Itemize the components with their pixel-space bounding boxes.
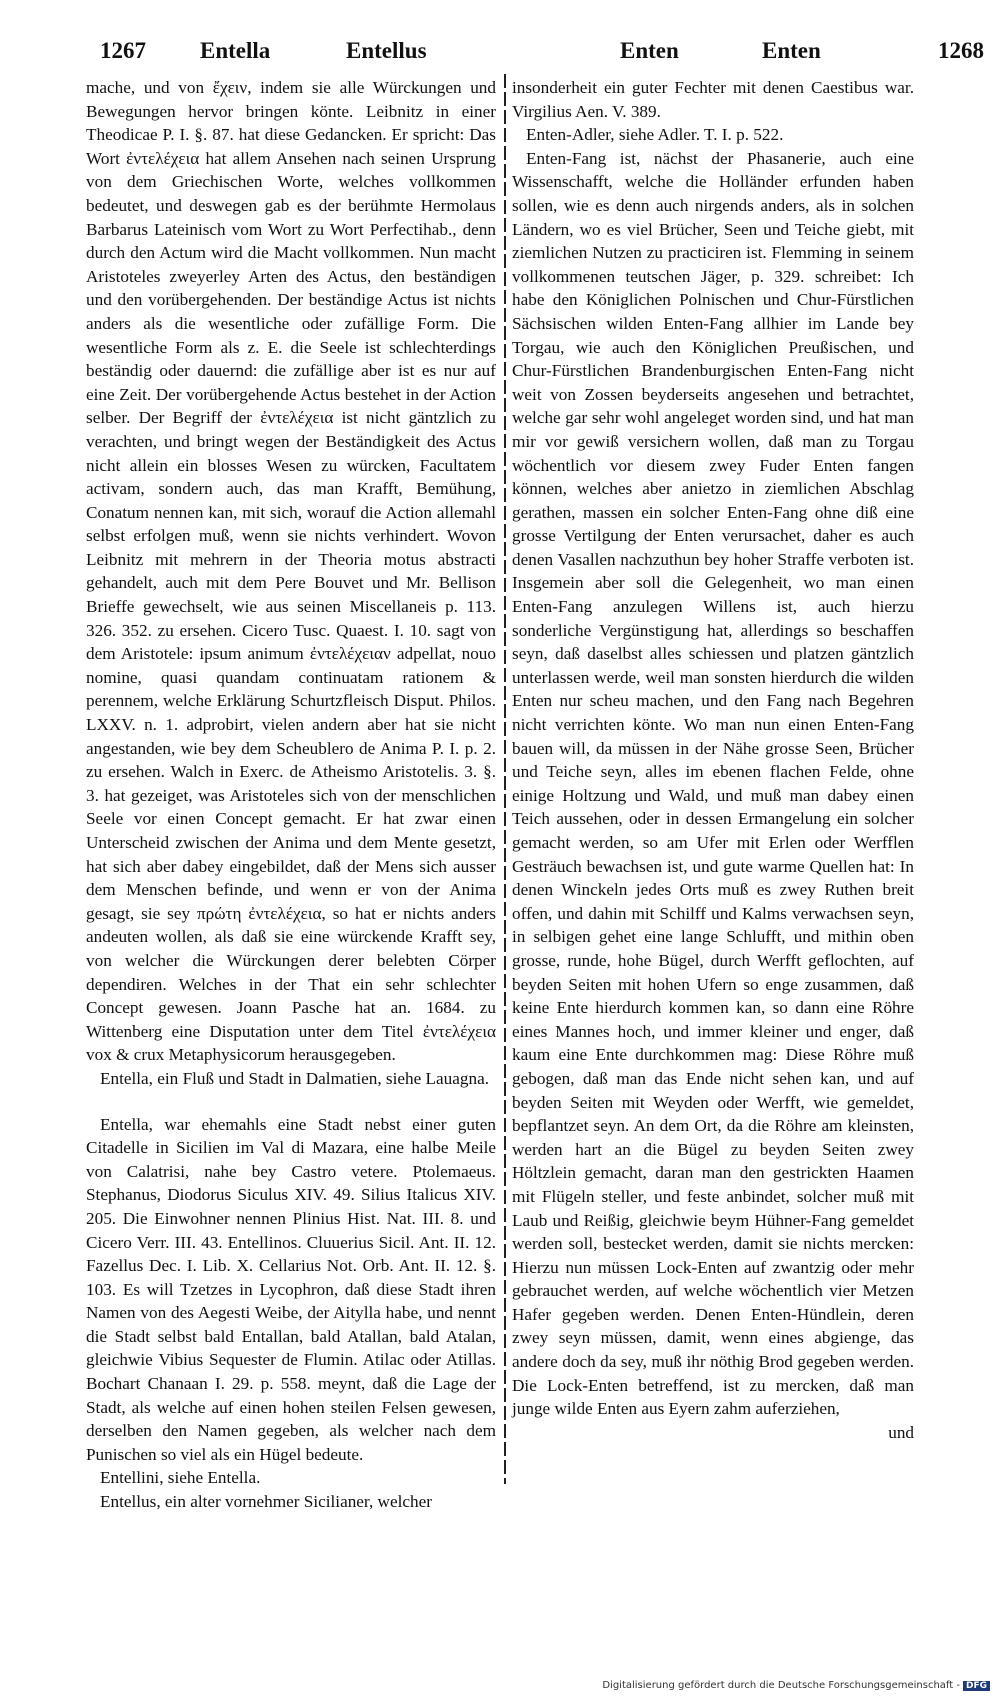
page-number-right: 1268 bbox=[938, 38, 984, 63]
entry-entellus: Entellus, ein alter vornehmer Sicilianer, welcher bbox=[100, 1492, 432, 1512]
digitization-footer bbox=[602, 1680, 990, 1691]
left-column bbox=[86, 76, 496, 1514]
catchword: und bbox=[888, 1422, 914, 1442]
guide-word-left-1: Entella bbox=[200, 38, 271, 63]
guide-word-left-2: Entellus bbox=[346, 38, 427, 63]
entry-entella-city: Entella, war ehemahls eine Stadt nebst einer guten Citadelle in Sicilien im Val di Mazara, eine halbe Meile von Calatrisi, nahe bey Castro vetere. Ptolemaeus. Stephanus, Diodorus Siculus XIV. 49. Silius Italicus XIV. 205. Die Einwohner nennen Plinius Hist. Nat. III. 8. und Cicero Verr. III. 43. Entellinos. Cluuerius Sicil. Ant. II. 12. Fazellus Dec. I. Lib. X. Cellarius Not. Orb. Ant. II. 12. §. 103. Es will Tzetzes in Lycophron, daß diese Stadt ihren Namen von des Aegesti Weibe, der Aitylla habe, und nennt die Stadt selbst bald Entallan, bald Atallan, bald Atalan, gleichwie Vibius Sequester de Flumin. Atilac oder Atillas. Bochart Chanaan I. 29. p. 558. meynt, daß die Lage der Stadt, als welche auf einen hohen steilen Felsen gewesen, derselben den Namen gegeben, als welcher nach dem Punischen so viel als ein Hügel bedeute. bbox=[86, 1114, 496, 1464]
entry-entella-river: Entella, ein Fluß und Stadt in Dalmatien, siehe Lauagna. bbox=[100, 1068, 490, 1088]
page-number-left: 1267 bbox=[100, 38, 146, 63]
entry-entellus-continued: insonderheit ein guter Fechter mit denen Caestibus war. Virgilius Aen. V. 389. bbox=[512, 78, 914, 121]
running-header bbox=[100, 38, 984, 74]
guide-word-right-2: Enten bbox=[762, 38, 821, 63]
entry-entelechia-continued: mache, und von ἔχειν, indem sie alle Würckungen und Bewegungen hervor bringen könte. Leibnitz in einer Theodicae P. I. §. 87. hat diese Gedancken. Er spricht: Das Wort ἐντελέχεια hat allem Ansehen nach seinen Ursprung von dem Griechischen Worte, welches vollkommen bedeutet, und deswegen gab es der berühmte Hermolaus Barbarus Lateinisch vom Wort zu Wort Perfectihab., denn durch den Actum wird die Macht vollkommen. Nun macht Aristoteles zweyerley Arten des Actus, den beständigen und den vorübergehenden. Der beständige Actus ist nichts anders als die wesentliche oder zufällige Form. Die wesentliche Form als z. E. die Seele ist schlechterdings beständig oder dauernd: die zufällige aber ist es nur auf eine Zeit. Der vorübergehende Actus bestehet in der Action selber. Der Begriff der ἐντελέχεια ist nicht gäntzlich zu verachten, und bringt wegen der Beständigkeit des Actus nicht allein ein blosses Wesen zu würcken, Facultatem activam, sondern auch, das man Krafft, Bemühung, Conatum nennen kan, mit sich, worauf die Action allemahl selbst erfolgen muß, wenn sie nichts verhindert. Wovon Leibnitz mit mehrern in der Theoria motus abstracti gehandelt, auch mit dem Pere Bouvet und Mr. Bellison Brieffe gewechselt, wie aus seinen Miscellaneis p. 113. 326. 352. zu ersehen. Cicero Tusc. Quaest. I. 10. sagt von dem Aristotele: ipsum animum ἐντελέχειαν adpellat, nouo nomine, quasi quandam continuatam rationem & perennem, welche Erklärung Schurtzfleisch Disput. Philos. LXXV. n. 1. adprobirt, vielen andern aber hat sie nicht angestanden, wie bey dem Scheublero de Anima P. I. p. 2. zu ersehen. Walch in Exerc. de Atheismo Aristotelis. 3. §. 3. hat gezeiget, was Aristoteles sich von der menschlichen Seele vor einen Concept gemacht. Er hat zwar einen Unterscheid zwischen der Anima und dem Mente gesetzt, hat sich aber dabey eingebildet, daß der Mens sich ausser dem Menschen befinde, und wenn er von der Anima gesagt, sie sey πρώτη ἐντελέχεια, so hat er nichts anders andeuten wollen, als daß sie eine würckende Krafft sey, von welcher die Würckungen derer belebten Cörper dependiren. Welches in der That ein sehr schlechter Concept gewesen. Joann Pasche hat an. 1684. zu Wittenberg eine Disputation unter dem Titel ἐντελέχεια vox & crux Metaphysicorum herausgegeben. bbox=[86, 78, 496, 1065]
entry-enten-adler: Enten-Adler, siehe Adler. T. I. p. 522. bbox=[526, 125, 784, 145]
footer-text: Digitalisierung gefördert durch die Deutsche Forschungsgemeinschaft - bbox=[602, 1680, 960, 1691]
guide-word-right-1: Enten bbox=[620, 38, 679, 63]
right-column bbox=[512, 76, 914, 1444]
dfg-logo: DFG bbox=[963, 1681, 990, 1691]
column-divider bbox=[504, 74, 506, 1484]
entry-entellini: Entellini, siehe Entella. bbox=[100, 1468, 261, 1488]
entry-enten-fang: Enten-Fang ist, nächst der Phasanerie, auch eine Wissenschafft, welche die Holländer erfunden haben sollen, wie es denn auch nirgends anders, als in solchen Ländern, wo es viel Brücher, Seen und Teiche giebt, mit ziemlichen Nutzen zu practiciren ist. Flemming in seinem vollkommenen teutschen Jäger, p. 329. schreibet: Ich habe den Königlichen Polnischen und Chur-Fürstlichen Sächsischen wilden Enten-Fang allhier im Lande bey Torgau, wie auch den Königlichen Preußischen, und Chur-Fürstlichen Brandenburgischen Enten-Fang nicht weit von Zossen beyderseits angesehen und betrachtet, welche gar sehr wohl angeleget worden sind, und hat man mir vor gewiß versichern wollen, daß man zu Torgau wöchentlich vor diesem zwey Fuder Enten fangen können, welches aber anietzo in ziemlichen Abschlag gerathen, massen ein solcher Enten-Fang ohne diß eine grosse Vertilgung der Enten verursachet, daher es auch denen Vasallen nachzuthun bey hoher Straffe verboten ist. Insgemein aber soll die Gelegenheit, wo man einen Enten-Fang anzulegen Willens ist, auch hierzu sonderliche Vergünstigung hat, allerdings so beschaffen seyn, daß daselbst alles schiessen und platzen gäntzlich unterlassen werde, weil man sonsten hierdurch die wilden Enten nur scheu machen, und den Fang nach Begehren nicht verrichten könte. Wo man nun einen Enten-Fang bauen will, da müssen in der Nähe grosse Seen, Brücher und Teiche seyn, alles im ebenen flachen Felde, ohne einige Holtzung und Wald, und muß man dabey einen Teich aussehen, oder in dessen Ermangelung ein solcher gemacht werden, so am Ufer mit Erlen oder Werfflen Gesträuch bewachsen ist, und gute warme Quellen hat: In denen Winckeln jedes Orts muß es zwey Ruthen breit offen, und dahin mit Schilff und Kalms verwachsen seyn, in selbigen gehet eine lange Schlufft, und mithin oben grosse, runde, hohe Bügel, durch Werfft geflochten, auf beyden Seiten mit hohen Ufern so enge zusammen, daß keine Ente hierdurch kommen kan, so dann eine Röhre eines Mannes hoch, und immer kleiner und enger, daß kaum eine Ente durchkommen mag: Diese Röhre muß gebogen, daß man das Ende nicht sehen kan, und auf beyden Seiten mit Weyden oder Werfft, wie gemeldet, bepflantzet seyn. An dem Ort, da die Röhre am kleinsten, werden hart an die Bügel zu beyden Seiten zwey Höltzlein gemacht, daran man den gestrickten Haamen mit Flügeln steller, und feste anbindet, solcher muß mit Laub und Reißig, gleichwie beym Hühner-Fang gemeldet werden soll, bestecket werden, damit sie nichts mercken: Hierzu nun müssen Lock-Enten auf zwantzig oder mehr gebrauchet werden, auf welche wöchentlich vier Metzen Hafer gegeben werden. Denen Enten-Hündlein, deren zwey seyn müssen, damit, wenn eines abgienge, das andere doch da sey, muß ihr nöthig Brod gegeben werden. Die Lock-Enten betreffend, ist zu mercken, daß man junge wilde Enten aus Eyern zahm auferziehen, bbox=[512, 148, 914, 1419]
